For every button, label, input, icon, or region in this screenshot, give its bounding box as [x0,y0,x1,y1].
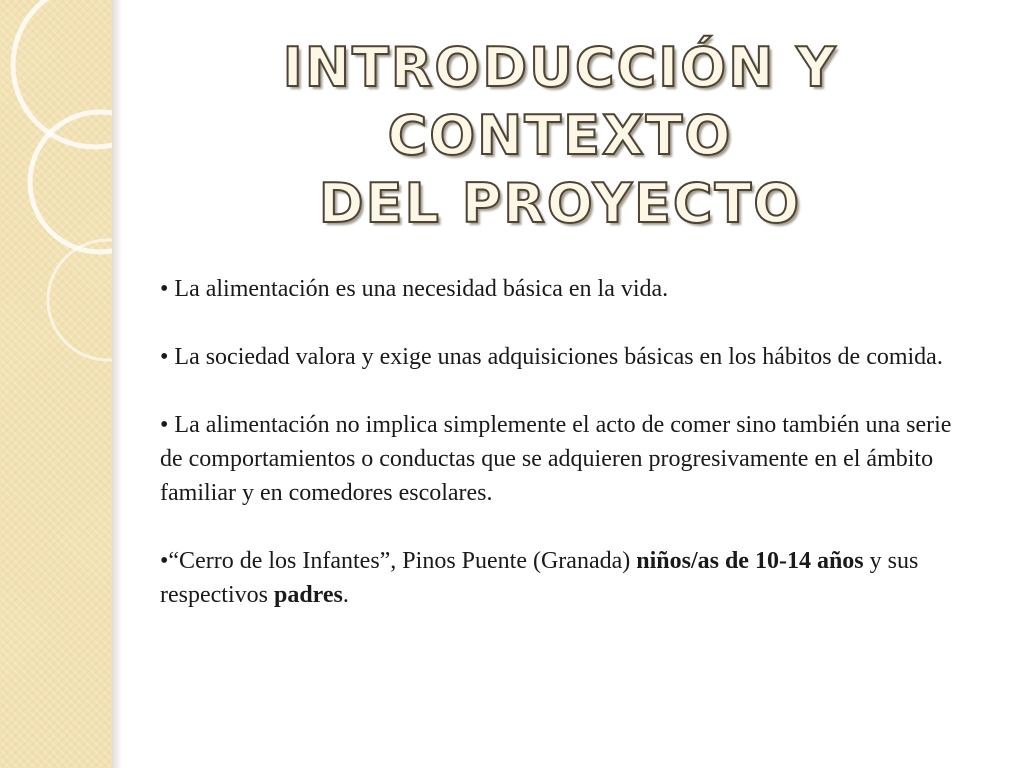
side-band-shadow [112,0,122,768]
bullet-2-text: • La sociedad valora y exige unas adquisiciones básicas en los hábitos de comida. [160,344,943,370]
bullet-4-parents: padres [273,582,343,608]
bullet-4-age-range: niños/as de 10-14 años [636,548,864,574]
bullet-item-2 [160,340,980,374]
bullet-4-text-middle: y sus respectivos [160,548,919,608]
bullet-3-text: • La alimentación no implica simplemente el acto de comer sino también una serie de comportamientos o conductas que se adquieren progresivamente en el ámbito familiar y en comedores escolares. [160,412,952,506]
slide-title [200,34,920,238]
slide-body [160,272,980,646]
decorative-rings [0,0,112,768]
title-line-3: DEL PROYECTO [318,172,802,235]
bullet-4-text-start: •“Cerro de los Infantes”, Pinos Puente (Granada) [160,548,637,574]
bullet-item-4 [160,544,980,612]
bullet-item-1 [160,272,980,306]
bullet-item-3 [160,408,980,510]
bullet-1-text: • La alimentación es una necesidad básica en la vida. [160,276,669,302]
title-line-2: CONTEXTO [387,104,733,167]
title-line-1: INTRODUCCIÓN Y [282,36,838,99]
bullet-4-text-end: . [342,582,349,608]
